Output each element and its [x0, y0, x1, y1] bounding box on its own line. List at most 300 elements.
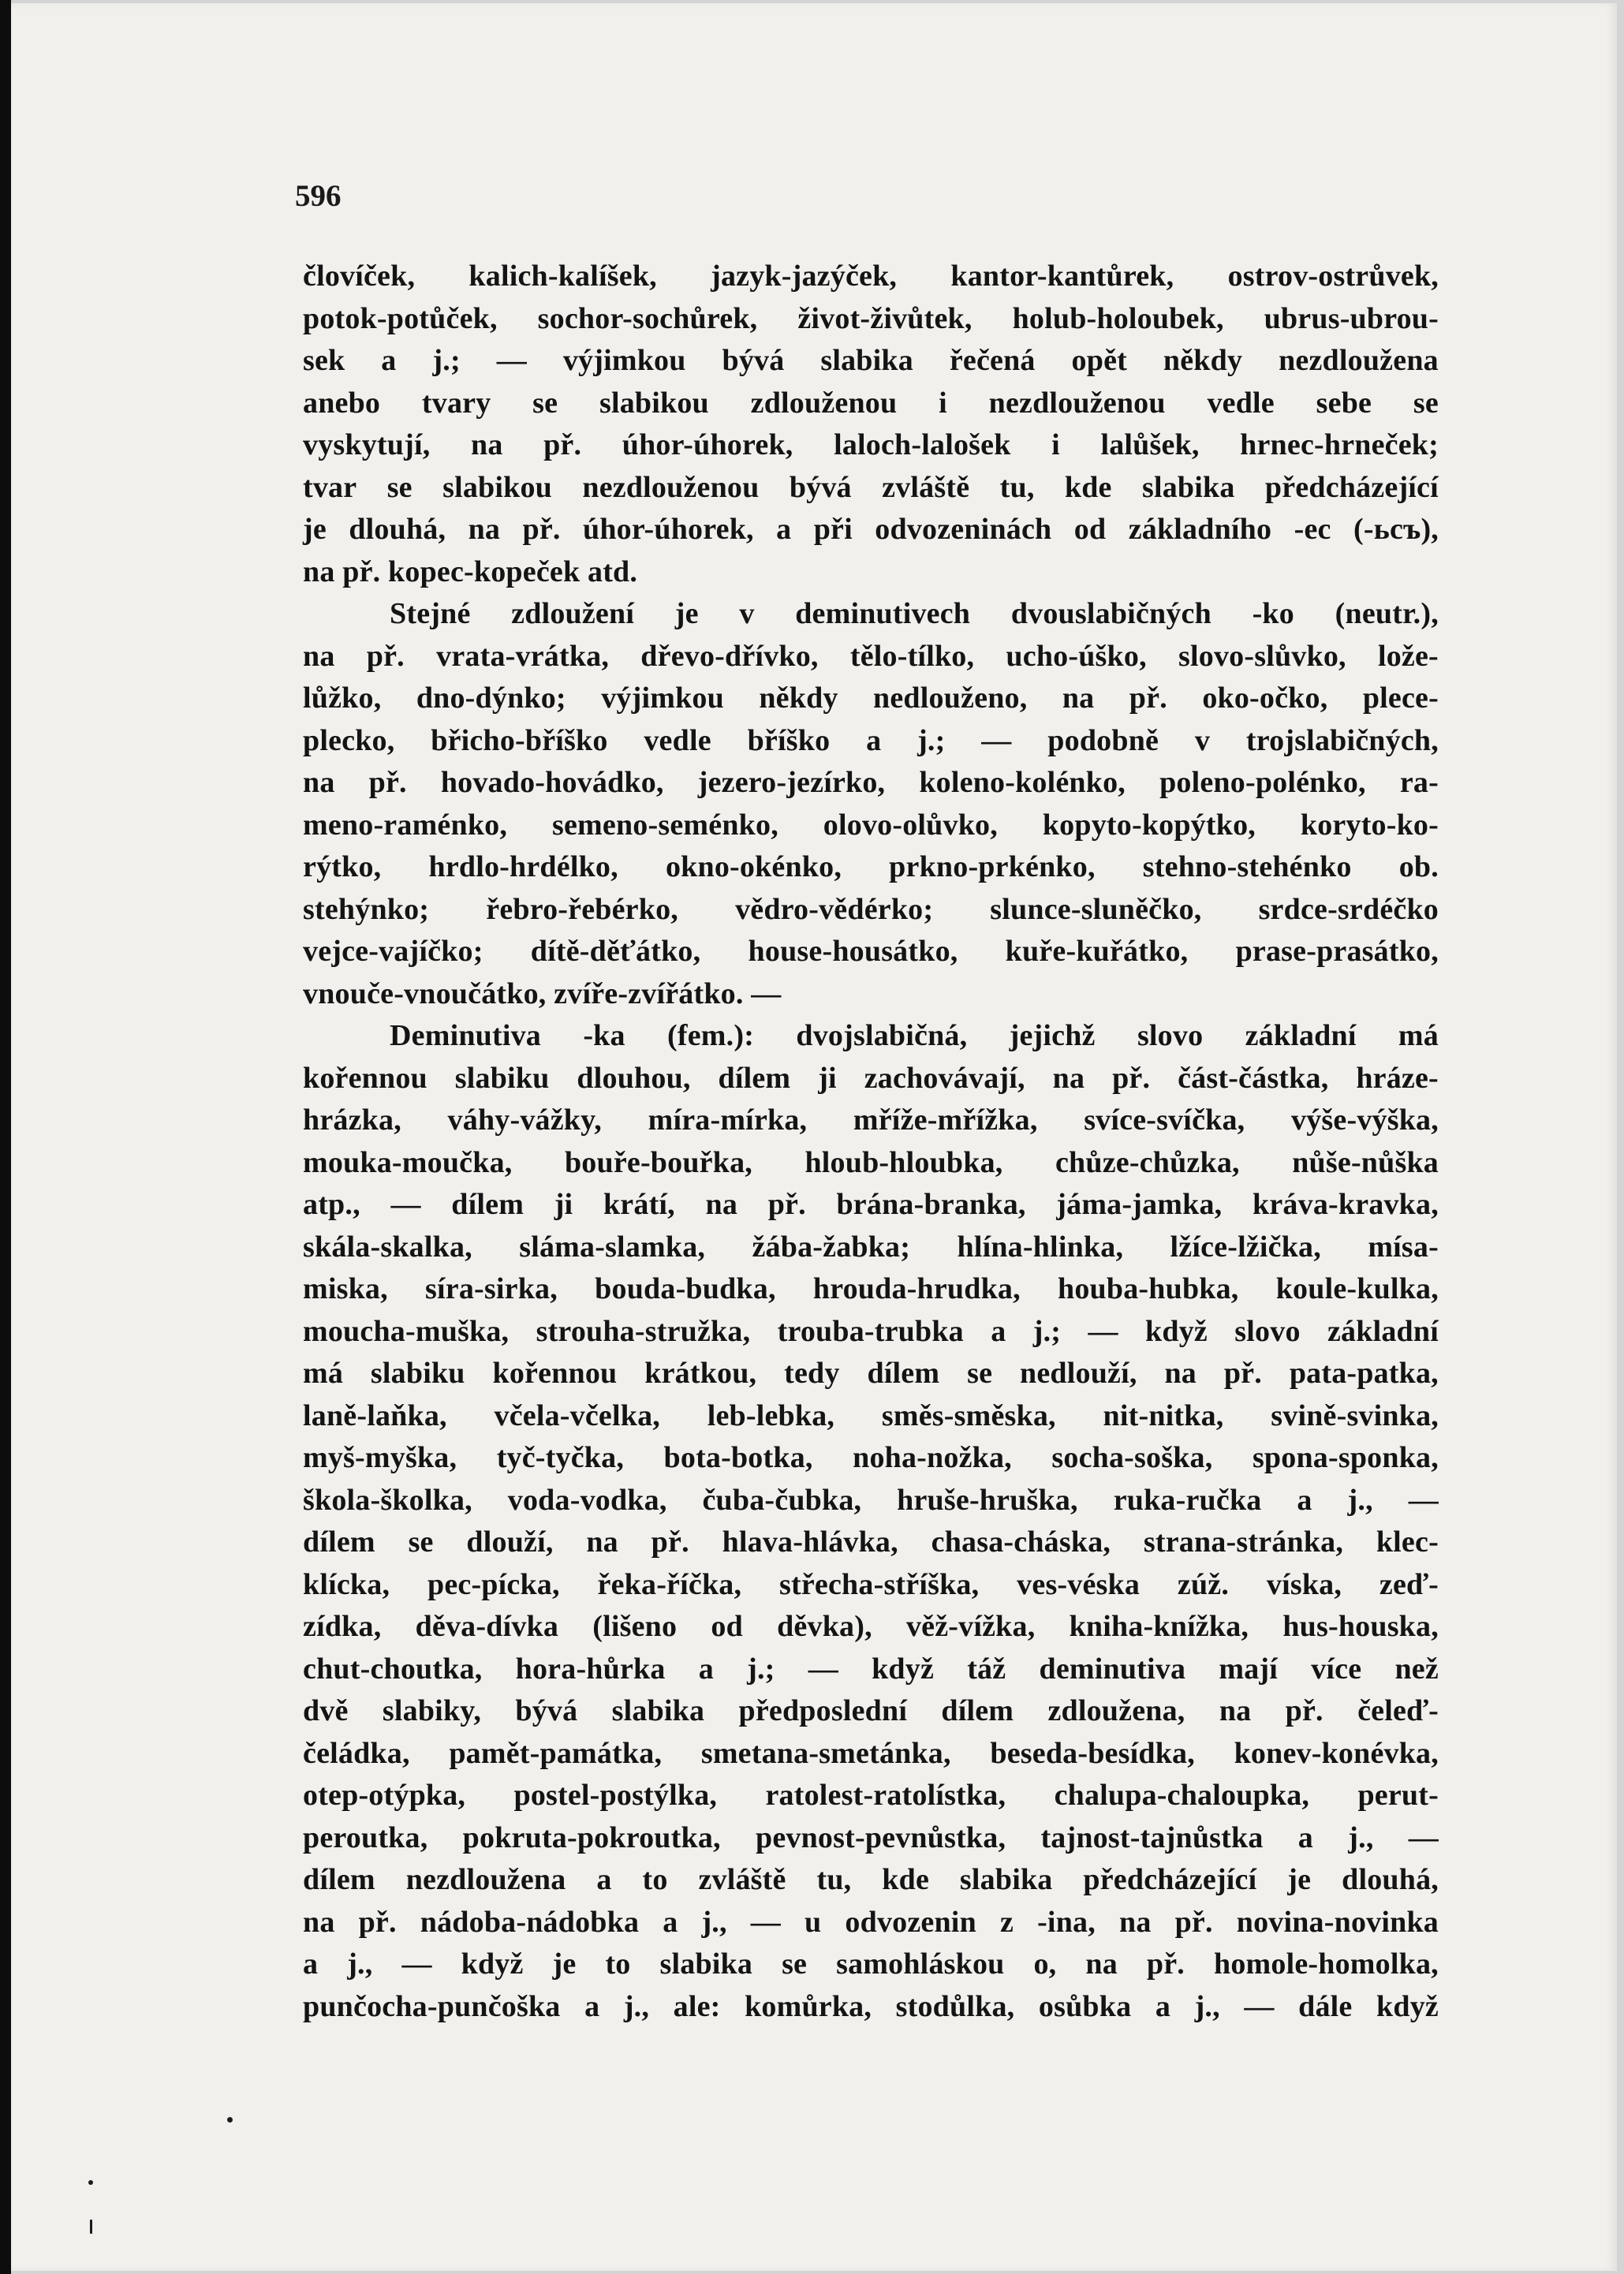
- word: (-ьcъ),: [1353, 513, 1439, 546]
- word: tyč-tyčka,: [496, 1441, 625, 1474]
- word: kopyto-kopýtko,: [1042, 808, 1256, 842]
- word: opět: [1071, 344, 1127, 377]
- word: hrouda-hrudka,: [812, 1272, 1021, 1305]
- word: dále: [1298, 1989, 1353, 2023]
- body-text: [303, 256, 1439, 2028]
- word: se: [408, 1525, 434, 1559]
- scan-speck: [90, 2220, 92, 2234]
- word: př.: [522, 513, 561, 546]
- word: meno-raménko,: [303, 808, 508, 842]
- word: a: [303, 1947, 319, 1981]
- word: řečená: [949, 344, 1036, 377]
- word: tu,: [999, 470, 1035, 504]
- word: je: [303, 513, 327, 546]
- word: někdy: [759, 681, 838, 715]
- word: život-živůtek,: [797, 301, 973, 335]
- word: kniha-knížka,: [1069, 1610, 1249, 1643]
- word: j.,: [701, 1905, 727, 1939]
- word: na: [303, 1905, 335, 1939]
- word: zachovávají,: [864, 1061, 1025, 1095]
- word: a: [1297, 1820, 1313, 1854]
- word: rýtko,: [303, 850, 382, 883]
- word: víska,: [1266, 1567, 1342, 1601]
- word: vyskytují,: [303, 428, 431, 461]
- word: bouře-bouřka,: [564, 1145, 752, 1179]
- word: odvozeninách: [875, 513, 1052, 546]
- word: skála-skalka,: [303, 1230, 472, 1264]
- word: j.;: [917, 723, 946, 757]
- word: v: [1194, 723, 1211, 757]
- page-number: 596: [295, 179, 342, 213]
- word: př.: [1129, 681, 1167, 715]
- word: dlouhou,: [577, 1061, 691, 1095]
- word: spona-sponka,: [1252, 1441, 1439, 1474]
- word: bota-botka,: [663, 1441, 813, 1474]
- word: krátkou,: [644, 1357, 757, 1390]
- word: slabika: [659, 1947, 753, 1981]
- word: př.: [651, 1525, 689, 1559]
- word: př.: [1174, 1905, 1213, 1939]
- text-line: [303, 1690, 1439, 1733]
- word: ves-véska: [1017, 1567, 1141, 1601]
- text-line: [303, 551, 1439, 594]
- word: děva-dívka: [415, 1610, 559, 1643]
- text-line: [303, 467, 1439, 510]
- word: -ka: [583, 1019, 625, 1052]
- text-line: [303, 1015, 1439, 1058]
- text-line: [303, 1480, 1439, 1522]
- word: když: [1145, 1314, 1208, 1348]
- word: výše-výška,: [1291, 1103, 1439, 1137]
- word: nedlouží,: [1020, 1357, 1137, 1390]
- word: -ec: [1294, 513, 1331, 546]
- word: (fem.):: [667, 1019, 755, 1052]
- word: mouka-moučka,: [303, 1145, 513, 1179]
- word: hráze-: [1356, 1061, 1439, 1095]
- word: pata-patka,: [1289, 1357, 1439, 1390]
- word: -ko: [1252, 597, 1294, 630]
- text-line: [303, 383, 1439, 425]
- text-line: [303, 805, 1439, 847]
- word: house-housátko,: [748, 935, 958, 968]
- word: dílem: [303, 1863, 375, 1896]
- word: vedle: [1207, 386, 1275, 420]
- word: a: [991, 1314, 1006, 1348]
- text-line: [303, 340, 1439, 383]
- word: potok-potůček,: [303, 301, 498, 335]
- word: hlava-hlávka,: [722, 1525, 898, 1559]
- word: řebro-řebérko,: [486, 892, 678, 926]
- word: škola-školka,: [303, 1483, 472, 1517]
- word: leb-lebka,: [707, 1398, 835, 1432]
- word: slabiku: [454, 1061, 550, 1095]
- word: tvar: [303, 470, 357, 504]
- word: dřevo-dřívko,: [640, 639, 819, 673]
- word: má: [1398, 1019, 1439, 1052]
- word: část-částka,: [1178, 1061, 1329, 1095]
- word: když: [1376, 1989, 1439, 2023]
- word: je: [1287, 1863, 1312, 1896]
- word: srdce-srdéčko: [1258, 892, 1439, 926]
- word: ob.: [1398, 850, 1439, 883]
- word: děvka),: [777, 1610, 872, 1643]
- text-line: [303, 1986, 1439, 2029]
- word: j.,: [1194, 1989, 1220, 2023]
- word: strouha-stružka,: [536, 1314, 751, 1348]
- word: na: [1062, 681, 1095, 715]
- word: punčocha-punčoška: [303, 1989, 561, 2023]
- word: vedle: [644, 723, 711, 757]
- word: vrata-vrátka,: [436, 639, 610, 673]
- word: zdlouženou: [750, 386, 898, 420]
- word: hrnec-hrneček;: [1240, 428, 1439, 461]
- word: se: [532, 386, 558, 420]
- word: anebo: [303, 386, 381, 420]
- word: slabikou: [442, 470, 553, 504]
- word: sochor-sochůrek,: [537, 301, 758, 335]
- word: na: [1219, 1694, 1252, 1727]
- word: laloch-lalošek: [834, 428, 1011, 461]
- word: j.,: [347, 1947, 373, 1981]
- word: z: [999, 1905, 1014, 1939]
- word: človíček,: [303, 260, 416, 293]
- scan-speck: [227, 2117, 233, 2123]
- text-line: [303, 1522, 1439, 1564]
- word: houba-hubka,: [1058, 1272, 1239, 1305]
- word: kráva-kravka,: [1253, 1188, 1439, 1221]
- word: zvláště: [882, 470, 970, 504]
- word: pevnost-pevnůstka,: [755, 1820, 1006, 1854]
- word: otep-otýpka,: [303, 1779, 466, 1812]
- word: chůze-chůzka,: [1055, 1145, 1240, 1179]
- word: zdloužení: [511, 597, 635, 630]
- word: krátí,: [603, 1188, 675, 1221]
- word: koule-kulka,: [1275, 1272, 1439, 1305]
- word: břicho-bříško: [431, 723, 608, 757]
- text-line: [303, 1353, 1439, 1395]
- word: postel-postýlka,: [513, 1779, 718, 1812]
- word: se: [1413, 386, 1439, 420]
- word: —: [390, 1188, 421, 1221]
- word: a: [698, 1652, 714, 1686]
- word: př.: [1223, 1357, 1262, 1390]
- word: jejichž: [1009, 1019, 1096, 1052]
- word: hovado-hovádko,: [440, 766, 664, 799]
- text-line: [303, 846, 1439, 889]
- word: beseda-besídka,: [990, 1736, 1195, 1770]
- text-line: [303, 1859, 1439, 1902]
- word: socha-soška,: [1051, 1441, 1213, 1474]
- word: i: [939, 386, 947, 420]
- word: ji: [554, 1188, 573, 1221]
- word: chut-choutka,: [303, 1652, 483, 1686]
- word: ale:: [673, 1989, 721, 2023]
- word: lžíce-lžička,: [1170, 1230, 1321, 1264]
- word: nezdloužena: [405, 1863, 566, 1896]
- word: vejce-vajíčko;: [303, 935, 483, 968]
- word: —: [401, 1947, 432, 1981]
- text-line: [303, 1649, 1439, 1691]
- word: pokruta-pokroutka,: [462, 1820, 721, 1854]
- word: úhor-úhorek,: [622, 428, 793, 461]
- line-text: vnouče-vnoučátko, zvíře-zvířátko. —: [303, 976, 782, 1010]
- word: lůžko,: [303, 681, 382, 715]
- word: holub-holoubek,: [1012, 301, 1224, 335]
- word: slunce-sluněčko,: [990, 892, 1202, 926]
- word: nezdlouženou: [582, 470, 760, 504]
- word: dvojslabičná,: [796, 1019, 968, 1052]
- scan-edge: [0, 0, 11, 2274]
- word: jazyk-jazýček,: [711, 260, 898, 293]
- word: základního: [1128, 513, 1272, 546]
- word: oko-očko,: [1202, 681, 1328, 715]
- text-line: [303, 1944, 1439, 1986]
- word: samohláskou: [836, 1947, 1005, 1981]
- word: bříško: [747, 723, 831, 757]
- word: mají: [1219, 1652, 1279, 1686]
- text-line: [303, 298, 1439, 341]
- word: a: [1297, 1483, 1312, 1517]
- word: hlína-hlinka,: [957, 1230, 1124, 1264]
- word: bývá: [515, 1694, 578, 1727]
- word: dlouží,: [466, 1525, 554, 1559]
- word: koleno-kolénko,: [919, 766, 1126, 799]
- word: zeď-: [1379, 1567, 1439, 1601]
- text-line: [303, 256, 1439, 298]
- word: tu,: [816, 1863, 852, 1896]
- word: nit-nitka,: [1103, 1398, 1224, 1432]
- text-line: [303, 1268, 1439, 1311]
- text-line: [303, 1395, 1439, 1438]
- word: na: [1085, 1947, 1118, 1981]
- word: kuře-kuřátko,: [1005, 935, 1189, 968]
- word: míra-mírka,: [648, 1103, 808, 1137]
- word: olovo-olůvko,: [823, 808, 998, 842]
- word: slovo: [1137, 1019, 1204, 1052]
- word: výjimkou: [562, 344, 686, 377]
- word: strana-stránka,: [1143, 1525, 1344, 1559]
- word: dítě-děťátko,: [530, 935, 701, 968]
- word: miska,: [303, 1272, 388, 1305]
- word: peroutka,: [303, 1820, 428, 1854]
- word: hrdlo-hrdélko,: [428, 850, 618, 883]
- word: mísa-: [1368, 1230, 1439, 1264]
- word: hruše-hruška,: [897, 1483, 1078, 1517]
- word: více: [1311, 1652, 1362, 1686]
- word: trouba-trubka: [777, 1314, 964, 1348]
- word: j.,: [1347, 1483, 1373, 1517]
- word: hrázka,: [303, 1103, 401, 1137]
- word: se: [782, 1947, 808, 1981]
- word: to: [642, 1863, 668, 1896]
- word: má: [303, 1357, 344, 1390]
- word: j.;: [747, 1652, 775, 1686]
- word: na: [468, 513, 501, 546]
- text-line: [303, 1142, 1439, 1185]
- word: od: [711, 1610, 743, 1643]
- word: laně-laňka,: [303, 1398, 447, 1432]
- word: vědro-vědérko;: [735, 892, 934, 926]
- word: ostrov-ostrůvek,: [1227, 260, 1439, 293]
- word: př.: [1285, 1694, 1323, 1727]
- word: plece-: [1362, 681, 1439, 715]
- word: slabika: [1141, 470, 1235, 504]
- word: dvě: [303, 1694, 349, 1727]
- word: když: [872, 1652, 935, 1686]
- text-line: [303, 1902, 1439, 1944]
- word: kde: [1064, 470, 1112, 504]
- word: j.,: [623, 1989, 650, 2023]
- word: slabikou: [599, 386, 709, 420]
- word: nedlouženo,: [873, 681, 1028, 715]
- word: stehno-stehénko: [1142, 850, 1352, 883]
- word: okno-okénko,: [665, 850, 842, 883]
- word: slabika: [611, 1694, 705, 1727]
- text-line: [303, 1606, 1439, 1649]
- word: kořennou: [492, 1357, 618, 1390]
- word: v: [739, 597, 755, 630]
- word: myš-myška,: [303, 1441, 457, 1474]
- word: nůše-nůška: [1292, 1145, 1439, 1179]
- word: u: [805, 1905, 822, 1939]
- word: dlouhá,: [349, 513, 446, 546]
- word: na: [1052, 1061, 1085, 1095]
- word: dno-dýnko;: [416, 681, 566, 715]
- word: př.: [358, 1905, 397, 1939]
- word: když: [461, 1947, 524, 1981]
- word: komůrka,: [745, 1989, 872, 2023]
- text-line: [303, 720, 1439, 763]
- word: ji: [818, 1061, 837, 1095]
- word: kantor-kantůrek,: [950, 260, 1174, 293]
- word: sek: [303, 344, 345, 377]
- word: dílem: [451, 1188, 525, 1221]
- word: —: [496, 344, 527, 377]
- word: poleno-polénko,: [1159, 766, 1366, 799]
- word: novina-novinka: [1236, 1905, 1439, 1939]
- word: semeno-seménko,: [551, 808, 778, 842]
- word: brána-branka,: [836, 1188, 1026, 1221]
- word: hus-houska,: [1282, 1610, 1439, 1643]
- word: a: [663, 1905, 678, 1939]
- word: slabika: [959, 1863, 1053, 1896]
- word: sebe: [1316, 386, 1372, 420]
- line-text: na př. kopec-kopeček atd.: [303, 554, 638, 588]
- word: na: [586, 1525, 618, 1559]
- word: dílem: [941, 1694, 1014, 1727]
- word: tělo-tílko,: [849, 639, 975, 673]
- text-line: [303, 931, 1439, 973]
- word: předposlední: [738, 1694, 908, 1727]
- word: konev-konévka,: [1234, 1736, 1439, 1770]
- word: prase-prasátko,: [1235, 935, 1439, 968]
- word: —: [1408, 1820, 1439, 1854]
- word: bouda-budka,: [595, 1272, 776, 1305]
- word: dílem: [303, 1525, 375, 1559]
- word: lalůšek,: [1100, 428, 1200, 461]
- text-line: [303, 1311, 1439, 1354]
- scan-speck: [88, 2180, 93, 2185]
- word: smetana-smetánka,: [700, 1736, 951, 1770]
- word: čuba-čubka,: [702, 1483, 862, 1517]
- word: slovo: [1234, 1314, 1301, 1348]
- word: —: [1408, 1483, 1439, 1517]
- word: bývá: [789, 470, 852, 504]
- word: j.;: [1032, 1314, 1062, 1348]
- word: j.,: [1348, 1820, 1374, 1854]
- word: nezdloužena: [1279, 344, 1439, 377]
- word: svíce-svíčka,: [1084, 1103, 1245, 1137]
- word: svině-svinka,: [1271, 1398, 1439, 1432]
- word: to: [605, 1947, 631, 1981]
- word: sláma-slamka,: [519, 1230, 706, 1264]
- word: základní: [1245, 1019, 1357, 1052]
- word: zídka,: [303, 1610, 382, 1643]
- word: slabiky,: [382, 1694, 482, 1727]
- text-line: [303, 424, 1439, 467]
- word: dílem: [718, 1061, 791, 1095]
- word: perut-: [1357, 1779, 1439, 1812]
- word: než: [1394, 1652, 1439, 1686]
- text-line: [303, 1058, 1439, 1100]
- word: —: [808, 1652, 838, 1686]
- text-line: [303, 636, 1439, 678]
- word: deminutivech: [795, 597, 971, 630]
- word: na: [1118, 1905, 1152, 1939]
- word: hloub-hloubka,: [805, 1145, 1003, 1179]
- word: pamět-památka,: [449, 1736, 663, 1770]
- word: při: [813, 513, 853, 546]
- word: jezero-jezírko,: [697, 766, 886, 799]
- word: slabiku: [370, 1357, 465, 1390]
- word: kalich-kalíšek,: [469, 260, 657, 293]
- word: zúž.: [1177, 1567, 1230, 1601]
- word: slabika: [820, 344, 913, 377]
- word: táž: [967, 1652, 1006, 1686]
- word: od: [1073, 513, 1107, 546]
- text-line: [303, 973, 1439, 1016]
- word: bývá: [722, 344, 785, 377]
- word: ubrus-ubrou-: [1264, 301, 1439, 335]
- word: klec-: [1376, 1525, 1439, 1559]
- word: klícka,: [303, 1567, 390, 1601]
- word: atp.,: [303, 1188, 360, 1221]
- word: na: [705, 1188, 738, 1221]
- word: čeleď-: [1357, 1694, 1439, 1727]
- word: a: [584, 1989, 600, 2023]
- word: výjimkou: [601, 681, 724, 715]
- word: je: [552, 1947, 577, 1981]
- word: někdy: [1163, 344, 1243, 377]
- word: -ina,: [1037, 1905, 1096, 1939]
- word: —: [1088, 1314, 1118, 1348]
- word: a: [866, 723, 882, 757]
- word: na: [1164, 1357, 1197, 1390]
- word: směs-směska,: [881, 1398, 1056, 1432]
- word: př.: [1146, 1947, 1185, 1981]
- text-line: [303, 889, 1439, 932]
- word: stodůlka,: [895, 1989, 1015, 2023]
- word: j.;: [432, 344, 461, 377]
- word: předcházející: [1264, 470, 1439, 504]
- word: včela-včelka,: [494, 1398, 660, 1432]
- word: (lišeno: [592, 1610, 678, 1643]
- word: voda-vodka,: [507, 1483, 667, 1517]
- word: ruka-ručka: [1113, 1483, 1262, 1517]
- word: žába-žabka;: [752, 1230, 911, 1264]
- word: —: [981, 723, 1012, 757]
- word: nádoba-nádobka: [420, 1905, 640, 1939]
